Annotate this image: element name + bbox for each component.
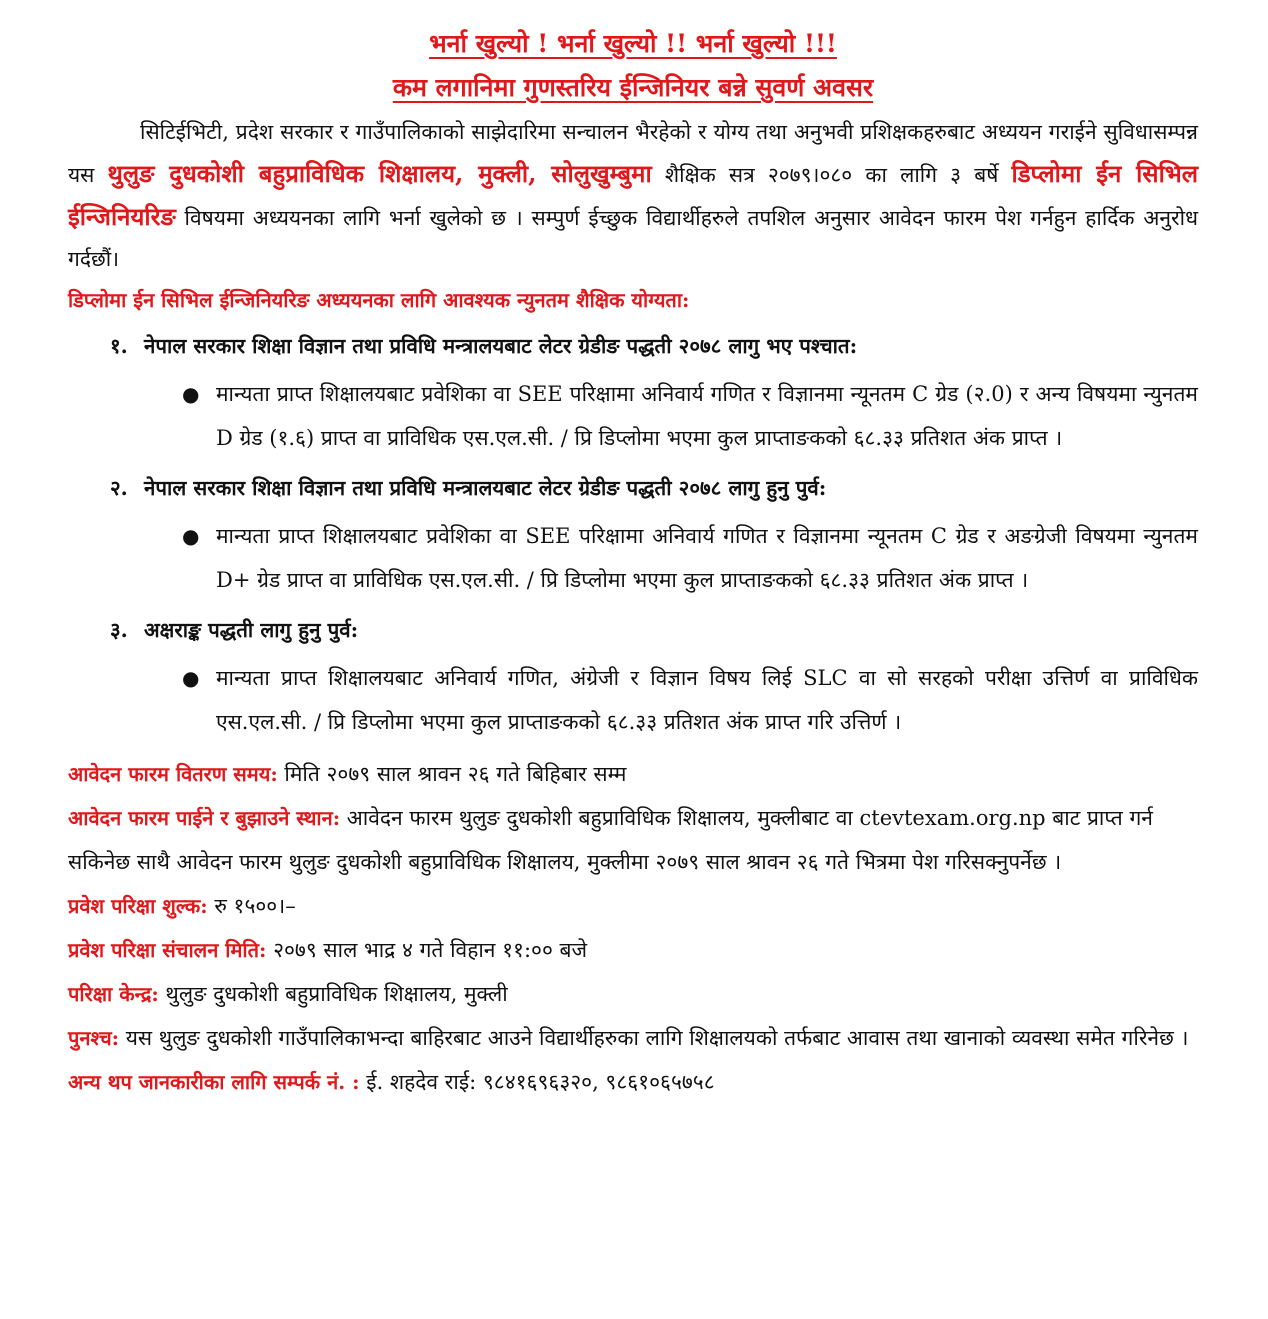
info-exam-fee: प्रवेश परिक्षा शुल्क: रु १५००।–	[68, 894, 296, 918]
requirement-heading: १. नेपाल सरकार शिक्षा विज्ञान तथा प्रविधि मन्त्रालयबाट लेटर ग्रेडीङ पद्धती २०७८ लागु भए पश्चात:	[110, 334, 858, 358]
requirement-bullet: ● मान्यता प्राप्त शिक्षालयबाट प्रवेशिका वा SEE परिक्षामा अनिवार्य गणित र विज्ञानमा न्यूनतम C ग्रेड र अङग्रेजी विषयमा न्युनतम D+ ग्रेड प्राप्त वा प्राविधिक एस.एल.सी. / प्रि डिप्लोमा भएमा कुल प्राप्ताङकको ६८.३३ प्रतिशत अंक प्राप्त ।	[182, 514, 1198, 602]
requirement-item-2	[68, 468, 1198, 602]
requirements-title: डिप्लोमा ईन सिभिल ईन्जिनियरिङ अध्ययनका लागि आवश्यक न्युनतम शैक्षिक योग्यता:	[68, 288, 690, 312]
bullet-icon: ●	[182, 524, 200, 548]
program-name: डिप्लोमा ईन सिभिल ईन्जिनियरिङ	[68, 159, 1198, 231]
requirement-bullet: ● मान्यता प्राप्त शिक्षालयबाट अनिवार्य गणित, अंग्रेजी र विज्ञान विषय लिई SLC वा सो सरहको परीक्षा उत्तिर्ण वा प्राविधिक एस.एल.सी. / प्रि डिप्लोमा भएमा कुल प्राप्ताङकको ६८.३३ प्रतिशत अंक प्राप्त गरि उत्तिर्ण ।	[182, 656, 1198, 744]
info-exam-center: परिक्षा केन्द्र: थुलुङ दुधकोशी बहुप्राविधिक शिक्षालय, मुक्ली	[68, 982, 508, 1006]
info-form-location: आवेदन फारम पाईने र बुझाउने स्थान: आवेदन फारम थुलुङ दुधकोशी बहुप्राविधिक शिक्षालय, मुक्लीबाट वा ctevtexam.org.np बाट प्राप्त गर्न सकिनेछ साथै आवेदन फारम थुलुङ दुधकोशी बहुप्राविधिक शिक्षालय, मुक्लीमा २०७९ साल श्रावन २६ गते भित्रमा पेश गरिसक्नुपर्नेछ ।	[68, 806, 1153, 874]
notice-subtitle: कम लगानिमा गुणस्तरिय ईन्जिनियर बन्ने सुवर्ण अवसर	[392, 73, 874, 102]
requirement-heading: ३. अक्षराङ्क पद्धती लागु हुनु पुर्व:	[110, 618, 359, 642]
bullet-icon: ●	[182, 382, 200, 406]
notice-title: भर्ना खुल्यो ! भर्ना खुल्यो !! भर्ना खुल्यो !!!	[429, 29, 837, 58]
info-postscript: पुनश्च: यस थुलुङ दुधकोशी गाउँपालिकाभन्दा बाहिरबाट आउने विद्यार्थीहरुका लागि शिक्षालयको तर्फबाट आवास तथा खानाको व्यवस्था समेत गरिनेछ ।	[68, 1026, 1189, 1050]
requirement-item-3	[68, 610, 1198, 744]
intro-paragraph: सिटिईभिटी, प्रदेश सरकार र गाउँपालिकाको साझेदारिमा सन्चालन भैरहेको र योग्य तथा अनुभवी प्रशिक्षकहरुबाट अध्ययन गराईने सुविधासम्पन्न यस थुलुङ दुधकोशी बहुप्राविधिक शिक्षालय, मुक्ली, सोलुखुम्बुमा शैक्षिक सत्र २०७९।०८० का लागि ३ बर्षे डिप्लोमा ईन सिभिल ईन्जिनियरिङ विषयमा अध्ययनका लागि भर्ना खुलेको छ । सम्पुर्ण ईच्छुक विद्यार्थीहरुले तपशिल अनुसार आवेदन फारम पेश गर्नहुन हार्दिक अनुरोध गर्दछौं।	[68, 120, 1198, 271]
requirement-bullet: ● मान्यता प्राप्त शिक्षालयबाट प्रवेशिका वा SEE परिक्षामा अनिवार्य गणित र विज्ञानमा न्यूनतम C ग्रेड (२.0) र अन्य विषयमा न्युनतम D ग्रेड (१.६) प्राप्त वा प्राविधिक एस.एल.सी. / प्रि डिप्लोमा भएमा कुल प्राप्ताङकको ६८.३३ प्रतिशत अंक प्राप्त ।	[182, 372, 1198, 460]
info-exam-date: प्रवेश परिक्षा संचालन मिति: २०७९ साल भाद्र ४ गते विहान ११:०० बजे	[68, 938, 588, 962]
requirement-item-1	[68, 326, 1198, 460]
institute-name: थुलुङ दुधकोशी बहुप्राविधिक शिक्षालय, मुक्ली, सोलुखुम्बुमा	[107, 159, 652, 188]
bullet-icon: ●	[182, 666, 200, 690]
info-contact: अन्य थप जानकारीका लागि सम्पर्क नं. : ई. शहदेव राई: ९८४१६९६३२०, ९८६१०६५७५८	[68, 1070, 715, 1094]
requirement-heading: २. नेपाल सरकार शिक्षा विज्ञान तथा प्रविधि मन्त्रालयबाट लेटर ग्रेडीङ पद्धती २०७८ लागु हुनु पुर्व:	[110, 476, 827, 500]
info-form-distribution: आवेदन फारम वितरण समय: मिति २०७९ साल श्रावन २६ गते बिहिबार सम्म	[68, 762, 627, 786]
